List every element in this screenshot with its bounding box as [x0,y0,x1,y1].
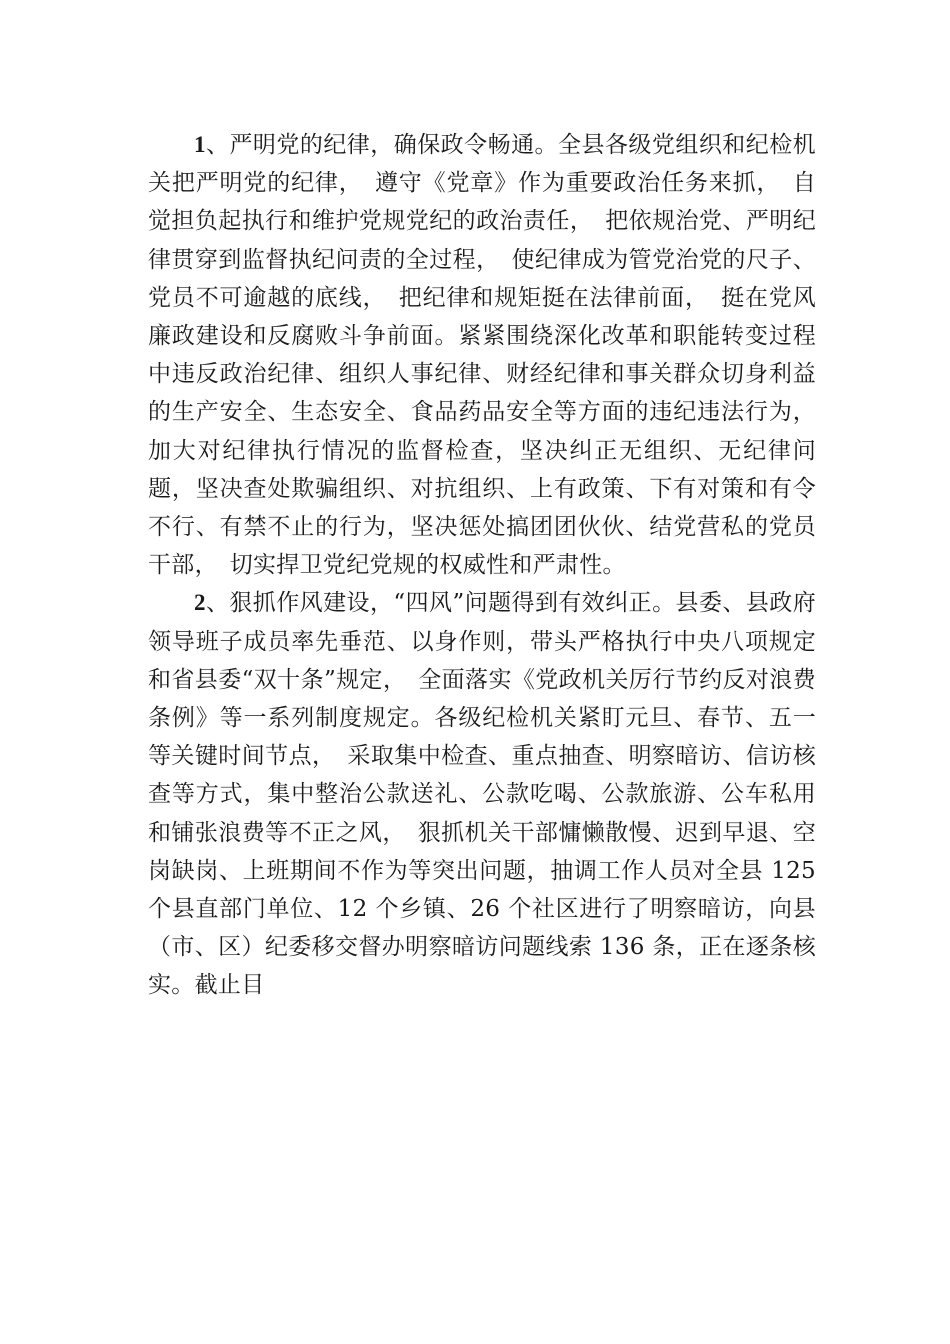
paragraph-1 [148,126,816,584]
paragraph-2 [148,584,816,1004]
paragraph-1-text: 、严明党的纪律，确保政令畅通。全县各级党组织和纪检机关把严明党的纪律， 遵守《党章》作为重要政治任务来抓， 自觉担负起执行和维护党规党纪的政治责任， 把依规治党、严明纪律贯穿到监督执纪问责的全过程， 使纪律成为管党治党的尺子、党员不可逾越的底线， 把纪律和规矩挺在法律前面， 挺在党风廉政建设和反腐败斗争前面。紧紧围绕深化改革和职能转变过程中违反政治纪律、组织人事纪律、财经纪律和事关群众切身利益的生产安全、生态安全、食品药品安全等方面的违纪违法行为，加大对纪律执行情况的监督检查，坚决纠正无组织、无纪律问题，坚决查处欺骗组织、对抗组织、上有政策、下有对策和有令不行、有禁不止的行为，坚决惩处搞团团伙伙、结党营私的党员干部， 切实捍卫党纪党规的权威性和严肃性。 [148,132,816,579]
document-body [148,126,816,1005]
paragraph-2-number: 2 [194,590,206,616]
paragraph-2-text: 、狠抓作风建设，“四风”问题得到有效纠正。县委、县政府领导班子成员率先垂范、以身作则，带头严格执行中央八项规定和省县委“双十条”规定， 全面落实《党政机关厉行节约反对浪费条例》等一系列制度规定。各级纪检机关紧盯元旦、春节、五一等关键时间节点， 采取集中检查、重点抽查、明察暗访、信访核查等方式，集中整治公款送礼、公款吃喝、公款旅游、公车私用和铺张浪费等不正之风， 狠抓机关干部慵懒散慢、迟到早退、空岗缺岗、上班期间不作为等突出问题，抽调工作人员对全县 125 个县直部门单位、12 个乡镇、26 个社区进行了明察暗访，向县（市、区）纪委移交督办明察暗访问题线索 136 条，正在逐条核实。截止目 [148,590,816,999]
paragraph-1-number: 1 [194,132,206,157]
